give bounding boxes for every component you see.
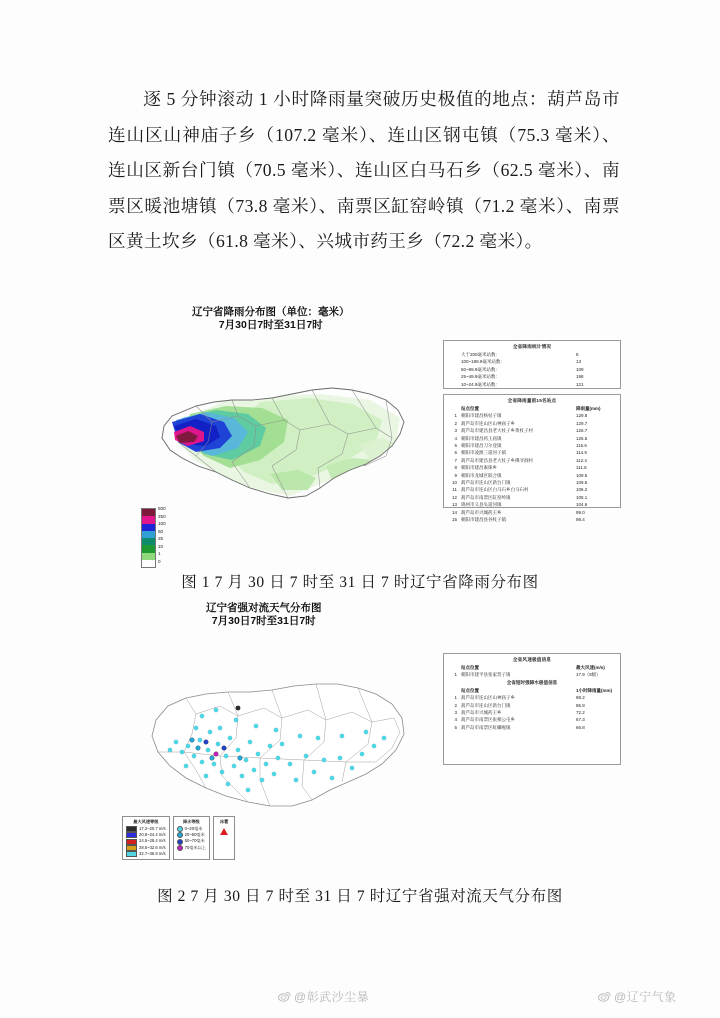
wind-name: 朝阳市建平县张家营子镇 [461, 672, 511, 678]
top15-index: 10 [451, 480, 457, 486]
watermark-left [278, 988, 369, 1005]
colorbar-label-3: 50 [158, 528, 164, 534]
legend-wind-speed [122, 816, 170, 860]
legend-wind-label: 32.7~36.9 m/s [139, 850, 166, 856]
shortrain-row [444, 702, 620, 709]
legend-rain-label: 0~20毫米 [184, 826, 203, 831]
shortrain-rows [444, 694, 620, 731]
statistics-value: 121 [576, 381, 584, 387]
top15-name: 朝阳市建昌县谷杖子镇 [461, 517, 506, 523]
top15-index: 6 [454, 450, 457, 456]
shortrain-index: 1 [454, 695, 457, 701]
statistics-row [444, 381, 620, 388]
figure-1-title-line2: 7月30日7时至31日7时 [218, 319, 323, 331]
legend-hail-title: 冰雹 [219, 819, 229, 824]
shortrain-index: 5 [454, 724, 457, 730]
legend-wind-row [126, 851, 166, 857]
shortrain-header-row [444, 687, 620, 694]
colorbar-swatch-6 [142, 553, 155, 560]
legend-rain-title: 降水等级 [182, 819, 200, 824]
top15-name: 葫芦岛市南票区缸窑岭镇 [461, 494, 511, 500]
statistics-index [448, 351, 461, 358]
legend-wind-label: 20.8~24.4 m/s [139, 832, 166, 838]
top15-row [444, 442, 620, 449]
legend-rain-swatch-2 [177, 839, 183, 845]
shortrain-index: 3 [454, 710, 457, 716]
statistics-row [444, 358, 620, 365]
top15-row [444, 486, 620, 493]
colorbar-swatch-2 [142, 524, 155, 531]
statistics-row [444, 373, 620, 380]
top15-row [444, 494, 620, 501]
top15-name: 葫芦岛市连山区山神庙子乡 [461, 420, 515, 426]
figure-1-title [192, 306, 350, 332]
figure-2-title-line2: 7月30日7时至31日7时 [211, 615, 316, 627]
shortrain-value: 88.2 [576, 695, 585, 701]
figure-1-statistics-panel [443, 340, 621, 389]
top15-name: 锦州市义县头道河镇 [461, 502, 502, 508]
legend-wind-label: 28.5~32.6 m/s [139, 844, 166, 850]
top15-index: 4 [454, 435, 457, 441]
figure-1-colorbar [141, 508, 156, 568]
wind-rows [444, 671, 620, 678]
colorbar-swatch-0 [142, 509, 155, 516]
wind-index: 1 [454, 672, 457, 678]
legend-rain-rows [177, 826, 206, 851]
weibo-icon-right [598, 991, 611, 1002]
top15-value: 98.4 [576, 517, 585, 523]
top15-header-name: 站点位置 [461, 406, 479, 411]
colorbar-swatch-3 [142, 531, 155, 538]
top15-row [444, 412, 620, 419]
top15-name: 葫芦岛市连山区白马石乡白马石村 [461, 487, 529, 493]
legend-rain-label: 50~70毫米 [184, 838, 205, 844]
legend-wind-label: 17.2~20.7 m/s [139, 826, 166, 831]
top15-row [444, 449, 620, 456]
top15-row [444, 509, 620, 516]
top15-index: 11 [452, 487, 457, 493]
shortrain-header-index [448, 687, 461, 694]
top15-name: 朝阳市建昌药王庙镇 [461, 435, 502, 441]
shortrain-header-value: 1小时降雨量(mm) [576, 687, 613, 693]
statistics-name: 10~24.9毫米站数： [461, 381, 500, 387]
colorbar-label-5: 10 [158, 543, 164, 549]
shortrain-row [444, 724, 620, 731]
shortrain-value: 72.2 [576, 710, 585, 716]
top15-name: 葫芦岛市兴城药王乡 [461, 509, 502, 515]
statistics-index [448, 366, 461, 373]
top15-value: 104.6 [576, 502, 588, 508]
top15-index: 14 [451, 509, 457, 515]
colorbar-swatch-5 [142, 545, 155, 552]
legend-wind-label: 24.5~28.4 m/s [139, 838, 166, 844]
figure-2-caption: 图 2 7 月 30 日 7 时至 31 日 7 时辽宁省强对流天气分布图 [157, 888, 563, 905]
shortrain-name: 葫芦岛市南票区虹螺岘镇 [461, 724, 511, 730]
statistics-value: 8 [576, 352, 579, 357]
top15-value: 114.9 [576, 450, 587, 456]
legend-wind-swatch-0 [126, 826, 137, 832]
statistics-row [444, 366, 620, 373]
colorbar-label-2: 100 [158, 521, 166, 526]
top15-name: 朝阳市建昌刀尔登镇 [461, 443, 502, 449]
top15-index: 1 [454, 413, 457, 419]
legend-wind-swatch-1 [126, 832, 137, 838]
top15-index: 12 [451, 494, 457, 500]
statistics-row [444, 351, 620, 358]
top15-index: 8 [454, 465, 457, 471]
top15-value: 125.5 [576, 435, 588, 441]
top15-name: 朝阳市建昌杨杖子镇 [461, 413, 502, 419]
statistics-value: 13 [576, 359, 582, 365]
statistics-index [448, 381, 461, 388]
top15-value: 112.4 [576, 457, 587, 463]
top15-name: 朝阳市龙城区联合镇 [461, 472, 502, 478]
wind-value: 17.9（8级） [576, 672, 601, 678]
figure-2-map-legend [122, 816, 235, 860]
top15-value: 109.5 [576, 480, 588, 486]
statistics-name: 50~99.9毫米站数： [461, 366, 500, 372]
legend-wind-swatch-2 [126, 839, 137, 845]
figure-1-title-line1: 辽宁省降雨分布图（单位：毫米） [192, 306, 350, 318]
statistics-panel-title: 全省降雨统计情况 [512, 344, 552, 349]
colorbar-label-4: 25 [158, 536, 164, 541]
colorbar-label-6: 1 [158, 551, 161, 556]
figure-2-severe-convection [0, 598, 720, 916]
legend-wind-swatch-3 [126, 845, 137, 851]
top15-rows [444, 412, 620, 523]
shortrain-row [444, 694, 620, 701]
top15-row [444, 472, 620, 479]
watermark-right [598, 988, 677, 1005]
paragraph-record-stations: 逐 5 分钟滚动 1 小时降雨量突破历史极值的地点：葫芦岛市连山区山神庙子乡（107.2 毫米）、连山区钢屯镇（75.3 毫米）、连山区新台门镇（70.5 毫米）、连山区白马石乡（62.5 毫米）、南票区暖池塘镇（73.8 毫米）、南票区缸窑岭镇（71.2 毫米）、南票区黄土坎乡（61.8 毫米）、兴城市药王乡（72.2 毫米）。 [108, 89, 620, 251]
legend-rain-label: 70毫米以上 [184, 844, 207, 850]
shortrain-name: 葫芦岛市连山区新台门镇 [461, 702, 511, 708]
top15-name: 葫芦岛市连山区新台门镇 [461, 480, 511, 486]
top15-value: 109.5 [576, 472, 588, 478]
top15-name: 朝阳市凌源三道河子镇 [461, 450, 506, 456]
top15-panel-title: 全省降雨量前15名站点 [507, 398, 557, 403]
shortrain-index: 4 [454, 717, 457, 723]
statistics-value: 198 [576, 374, 584, 380]
wind-panel-title: 全省风速极值信息 [512, 657, 552, 662]
legend-rain-row [177, 845, 206, 851]
top15-header-index [448, 405, 461, 412]
top15-row [444, 464, 620, 471]
top15-value: 116.6 [576, 443, 587, 449]
statistics-name: 25~49.9毫米站数： [461, 374, 500, 380]
wind-header-value: 最大风速(m/s) [576, 665, 605, 670]
top15-row [444, 420, 620, 427]
shortrain-value: 66.8 [576, 724, 585, 730]
top15-value: 105.1 [576, 494, 588, 500]
legend-wind-swatch-4 [126, 851, 137, 857]
watermark-left-text: @彰武沙尘暴 [294, 990, 370, 1004]
figure-2-extremes-panel [443, 653, 621, 765]
top15-value: 129.8 [576, 413, 588, 419]
figure-2-title [206, 602, 322, 628]
statistics-index [448, 358, 461, 365]
top15-value: 106.2 [576, 487, 588, 493]
figure-1-rainfall-distribution [0, 302, 720, 598]
legend-rain-swatch-1 [177, 832, 183, 838]
shortrain-name: 葫芦岛市兴城药王乡 [461, 710, 502, 716]
shortrain-name: 葫芦岛市南票区张相公屯乡 [461, 717, 515, 723]
top15-name: 葫芦岛市建昌县老大杖子乡黄杖子村 [461, 428, 533, 434]
legend-wind-title: 最大风速等级 [133, 819, 159, 824]
figure-1-top15-panel [443, 394, 621, 523]
colorbar-swatch-1 [142, 516, 155, 523]
top15-name: 葫芦岛市建昌县老大杖子乡佛爷洞村 [461, 457, 533, 463]
wind-header-name: 站点位置 [461, 665, 479, 670]
legend-hail [213, 816, 235, 860]
top15-index: 15 [451, 517, 457, 523]
top15-header-row [444, 405, 620, 412]
shortrain-header-name: 站点位置 [461, 687, 479, 693]
top15-index: 13 [451, 502, 457, 508]
statistics-value: 109 [576, 366, 584, 372]
statistics-panel-rows [444, 351, 620, 388]
colorbar-label-0: 500 [158, 506, 166, 511]
weibo-icon [278, 991, 291, 1002]
top15-row [444, 435, 620, 442]
top15-row [444, 479, 620, 486]
colorbar-label-1: 250 [158, 513, 166, 519]
figure-1-colorbar-labels [158, 505, 182, 571]
top15-value: 111.6 [576, 465, 587, 471]
top15-index: 3 [454, 428, 457, 434]
shortrain-value: 86.8 [576, 702, 585, 708]
shortrain-index: 2 [454, 702, 457, 708]
top15-value: 99.0 [576, 509, 585, 515]
figure-2-title-line1: 辽宁省强对流天气分布图 [206, 602, 322, 614]
top15-row [444, 427, 620, 434]
colorbar-label-7: 0 [158, 558, 161, 564]
statistics-index [448, 373, 461, 380]
hail-warning-icon [220, 828, 228, 835]
figure-2-map [110, 640, 440, 840]
top15-value: 126.7 [576, 428, 588, 434]
top15-name: 朝阳市建昌素珠乡 [461, 465, 497, 471]
shortrain-name: 葫芦岛市连山区山神庙子乡 [461, 695, 515, 701]
wind-row [444, 671, 620, 678]
top15-header-value: 降雨量(mm) [576, 406, 601, 411]
statistics-name: 100~199.9毫米站数： [461, 359, 505, 365]
statistics-name: 大于200毫米站数： [461, 352, 501, 357]
wind-header-index [448, 664, 461, 671]
top15-index: 5 [454, 443, 457, 449]
legend-rain-swatch-3 [177, 845, 183, 851]
watermark-right-text: @辽宁气象 [614, 990, 677, 1004]
top15-row [444, 457, 620, 464]
wind-header-row [444, 664, 620, 671]
colorbar-swatch-4 [142, 538, 155, 545]
shortrain-value: 67.3 [576, 717, 585, 723]
legend-precipitation [173, 816, 210, 860]
top15-index: 2 [454, 420, 457, 426]
top15-value: 129.7 [576, 420, 588, 426]
top15-index: 7 [454, 457, 457, 463]
legend-rain-label: 20~50毫米 [184, 832, 205, 838]
top15-index: 9 [454, 472, 457, 478]
top15-row [444, 501, 620, 508]
legend-wind-rows [126, 826, 166, 857]
colorbar-swatch-7 [142, 560, 155, 567]
top15-row [444, 516, 620, 523]
shortrain-panel-title: 全省短时强降水极值信息 [506, 679, 558, 685]
shortrain-row [444, 709, 620, 716]
shortrain-row [444, 716, 620, 723]
figure-1-caption: 图 1 7 月 30 日 7 时至 31 日 7 时辽宁省降雨分布图 [181, 574, 539, 591]
legend-rain-swatch-0 [177, 826, 183, 832]
article-body [108, 82, 620, 260]
